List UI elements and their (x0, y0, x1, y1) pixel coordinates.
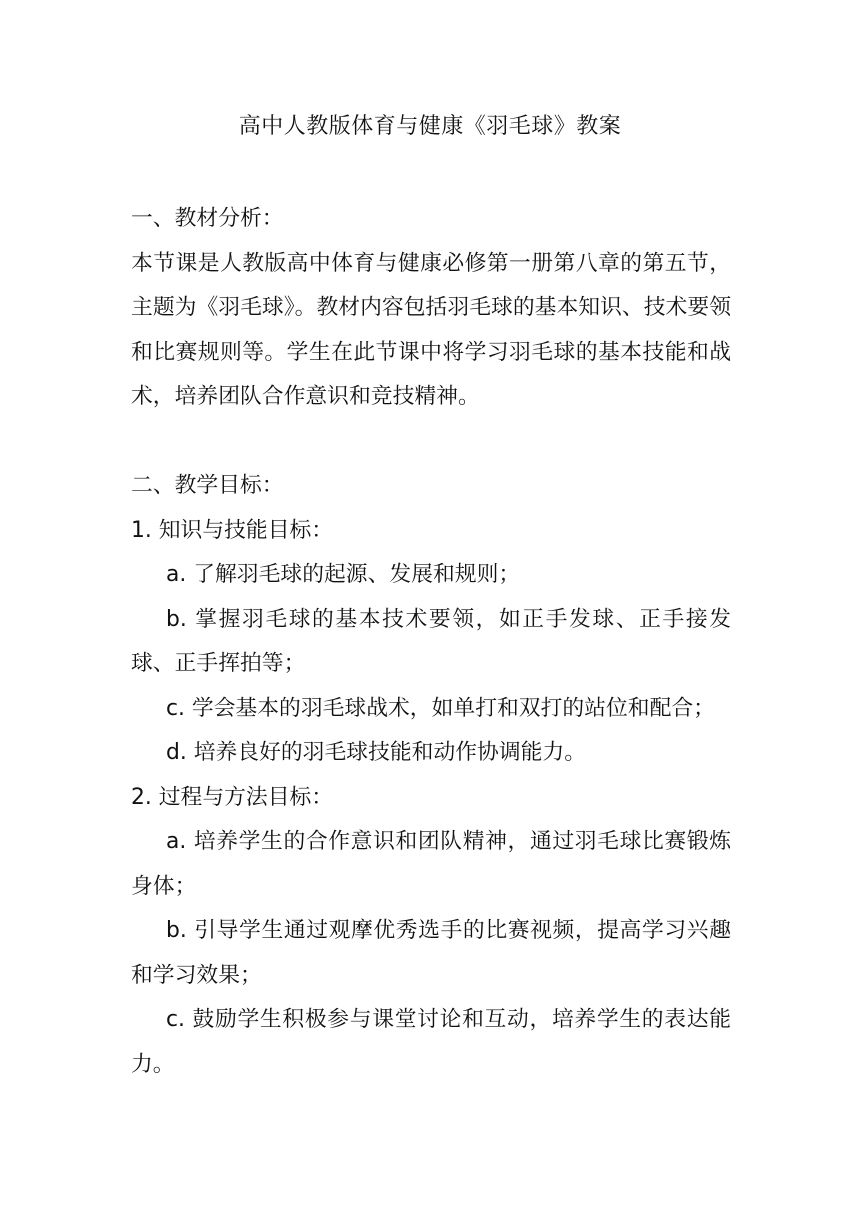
blank-line (131, 420, 731, 465)
goal-heading-knowledge-skills: 1. 知识与技能目标： (131, 517, 334, 543)
goal-item: c. 鼓励学生积极参与课堂讨论和互动，培养学生的表达能力。 (131, 1007, 731, 1077)
section-heading-materials: 一、教材分析： (131, 206, 284, 231)
goal-item: b. 掌握羽毛球的基本技术要领，如正手发球、正手接发球、正手挥拍等； (131, 606, 731, 676)
goal-item: d. 培养良好的羽毛球技能和动作协调能力。 (166, 740, 587, 765)
document-title: 高中人教版体育与健康《羽毛球》教案 (238, 114, 622, 139)
goal-item: a. 了解羽毛球的起源、发展和规则； (166, 562, 521, 587)
goal-heading-process-method: 2. 过程与方法目标： (131, 784, 334, 810)
goal-item: b. 引导学生通过观摩优秀选手的比赛视频，提高学习兴趣和学习效果； (131, 918, 731, 988)
goal-item: c. 学会基本的羽毛球战术，如单打和双打的站位和配合； (166, 695, 715, 721)
section-heading-objectives: 二、教学目标： (131, 473, 284, 498)
materials-analysis-paragraph: 本节课是人教版高中体育与健康必修第一册第八章的第五节，主题为《羽毛球》。教材内容包括羽毛球的基本知识、技术要领和比赛规则等。学生在此节课中将学习羽毛球的基本技能和战术，培养团队合作意识和竞技精神。 (131, 250, 731, 409)
document-body (131, 197, 731, 1087)
goal-item: a. 培养学生的合作意识和团队精神，通过羽毛球比赛锻炼身体； (131, 829, 731, 899)
